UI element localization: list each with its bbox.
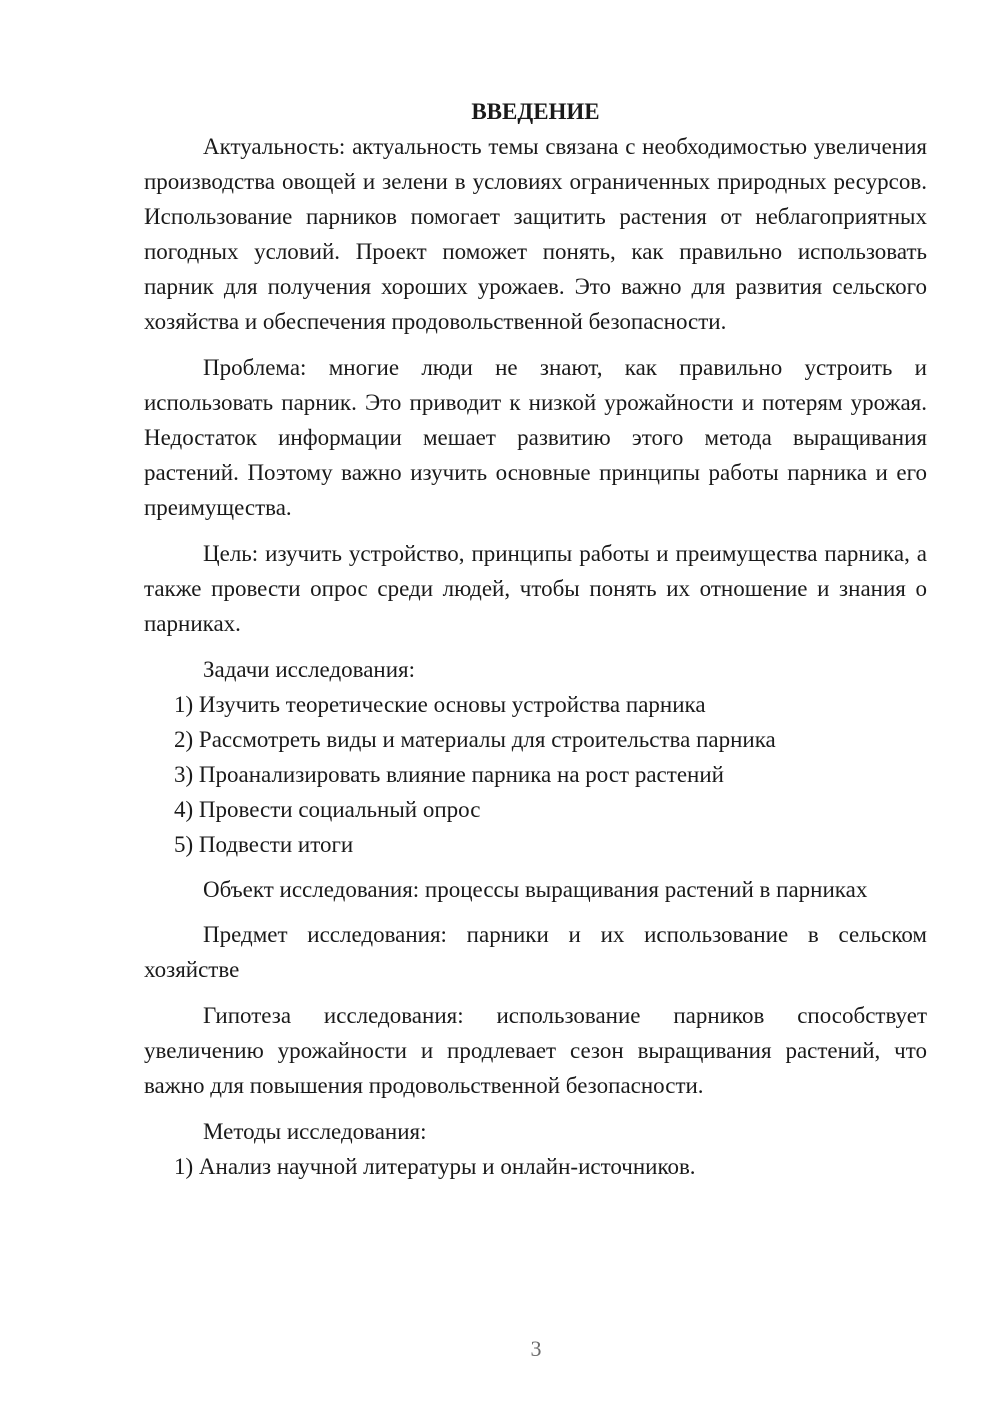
- page-number: 3: [530, 1336, 542, 1361]
- page-content: [144, 94, 927, 1184]
- task-item-1: 1) Изучить теоретические основы устройства парника: [174, 692, 706, 717]
- task-item-4: 4) Провести социальный опрос: [174, 797, 481, 822]
- problem-paragraph: Проблема: многие люди не знают, как правильно устроить и использовать парник. Это приводит к низкой урожайности и потерям урожая. Недостаток информации мешает развитию этого метода выращивания растений. Поэтому важно изучить основные принципы работы парника и его преимущества.: [144, 355, 927, 520]
- object-paragraph: Объект исследования: процессы выращивания растений в парниках: [203, 877, 868, 902]
- subject-paragraph: Предмет исследования: парники и их использование в сельском хозяйстве: [144, 922, 927, 982]
- methods-heading: Методы исследования:: [203, 1119, 427, 1144]
- task-item-3: 3) Проанализировать влияние парника на рост растений: [174, 762, 724, 787]
- section-title: ВВЕДЕНИЕ: [471, 99, 600, 124]
- method-item-1: 1) Анализ научной литературы и онлайн-источников.: [174, 1154, 696, 1179]
- tasks-heading: Задачи исследования:: [203, 657, 416, 682]
- task-item-2: 2) Рассмотреть виды и материалы для строительства парника: [174, 727, 776, 752]
- task-item-5: 5) Подвести итоги: [174, 832, 354, 857]
- hypothesis-paragraph: Гипотеза исследования: использование парников способствует увеличению урожайности и продлевает сезон выращивания растений, что важно для повышения продовольственной безопасности.: [144, 1003, 927, 1098]
- relevance-paragraph: Актуальность: актуальность темы связана с необходимостью увеличения производства овощей и зелени в условиях ограниченных природных ресурсов. Использование парников помогает защитить растения от неблагоприятных погодных условий. Проект поможет понять, как правильно использовать парник для получения хороших урожаев. Это важно для развития сельского хозяйства и обеспечения продовольственной безопасности.: [144, 134, 927, 334]
- goal-paragraph: Цель: изучить устройство, принципы работы и преимущества парника, а также провести опрос среди людей, чтобы понять их отношение и знания о парниках.: [144, 541, 927, 636]
